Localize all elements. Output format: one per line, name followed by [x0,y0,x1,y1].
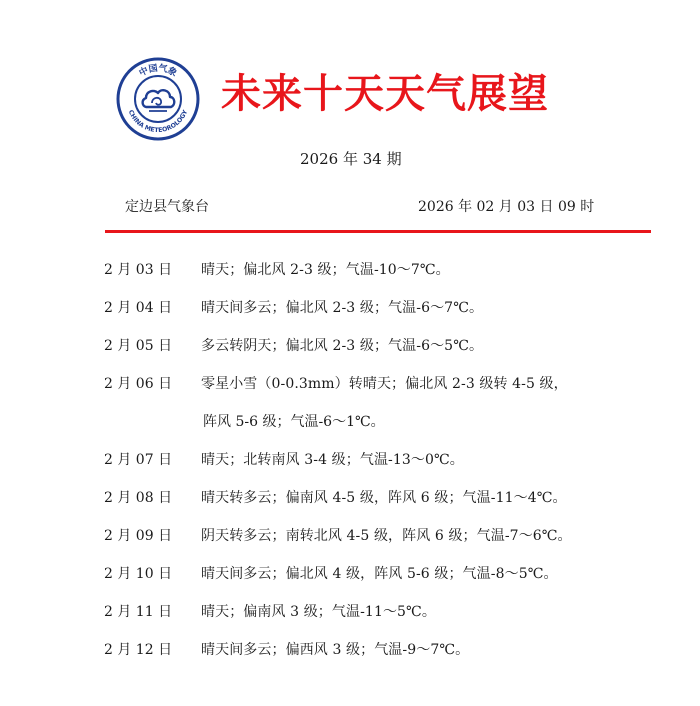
forecast-date: 2 月 05 日 [104,338,173,354]
forecast-text: 晴天；北转南风 3-4 级；气温-13～0℃。 [201,452,464,468]
issue-number: 2026 年 34 期 [300,150,402,168]
forecast-date: 2 月 10 日 [104,566,173,582]
forecast-row [0,295,700,321]
forecast-row [0,447,700,473]
forecast-text: 晴天；偏北风 2-3 级；气温-10～7℃。 [201,262,450,278]
forecast-date: 2 月 08 日 [104,490,173,506]
header-divider [105,230,651,233]
forecast-text: 晴天间多云；偏西风 3 级；气温-9～7℃。 [201,642,470,658]
forecast-row [0,599,700,625]
forecast-row [0,523,700,549]
issuing-station: 定边县气象台 [125,199,209,215]
forecast-text: 阴天转多云；南转北风 4-5 级，阵风 6 级；气温-7～6℃。 [201,528,572,544]
forecast-text: 晴天；偏南风 3 级；气温-11～5℃。 [201,604,436,620]
forecast-text: 零星小雪（0-0.3mm）转晴天；偏北风 2-3 级转 4-5 级， [201,376,568,392]
forecast-text: 晴天转多云；偏南风 4-5 级，阵风 6 级；气温-11～4℃。 [201,490,567,506]
forecast-row-continuation [0,409,700,435]
cma-logo [116,57,200,141]
forecast-row [0,637,700,663]
forecast-row [0,561,700,587]
logo-bottom-text: CHINA METEOROLOGY [126,109,190,135]
forecast-row [0,333,700,359]
forecast-text-continuation: 阵风 5-6 级；气温-6～1℃。 [203,414,385,430]
forecast-date: 2 月 07 日 [104,452,173,468]
forecast-text: 多云转阴天；偏北风 2-3 级；气温-6～5℃。 [201,338,484,354]
forecast-date: 2 月 12 日 [104,642,173,658]
forecast-text: 晴天间多云；偏北风 2-3 级；气温-6～7℃。 [201,300,484,316]
issue-time: 2026 年 02 月 03 日 09 时 [418,199,595,215]
forecast-row [0,257,700,283]
forecast-text: 晴天间多云；偏北风 4 级，阵风 5-6 级；气温-8～5℃。 [201,566,558,582]
forecast-date: 2 月 04 日 [104,300,173,316]
forecast-row [0,485,700,511]
logo-top-text: 中国气象 [137,63,179,79]
forecast-row [0,371,700,397]
forecast-date: 2 月 11 日 [104,604,173,620]
forecast-date: 2 月 06 日 [104,376,173,392]
forecast-date: 2 月 03 日 [104,262,173,278]
cma-logo-icon [116,57,200,141]
forecast-date: 2 月 09 日 [104,528,173,544]
page-title: 未来十天天气展望 [221,71,549,117]
